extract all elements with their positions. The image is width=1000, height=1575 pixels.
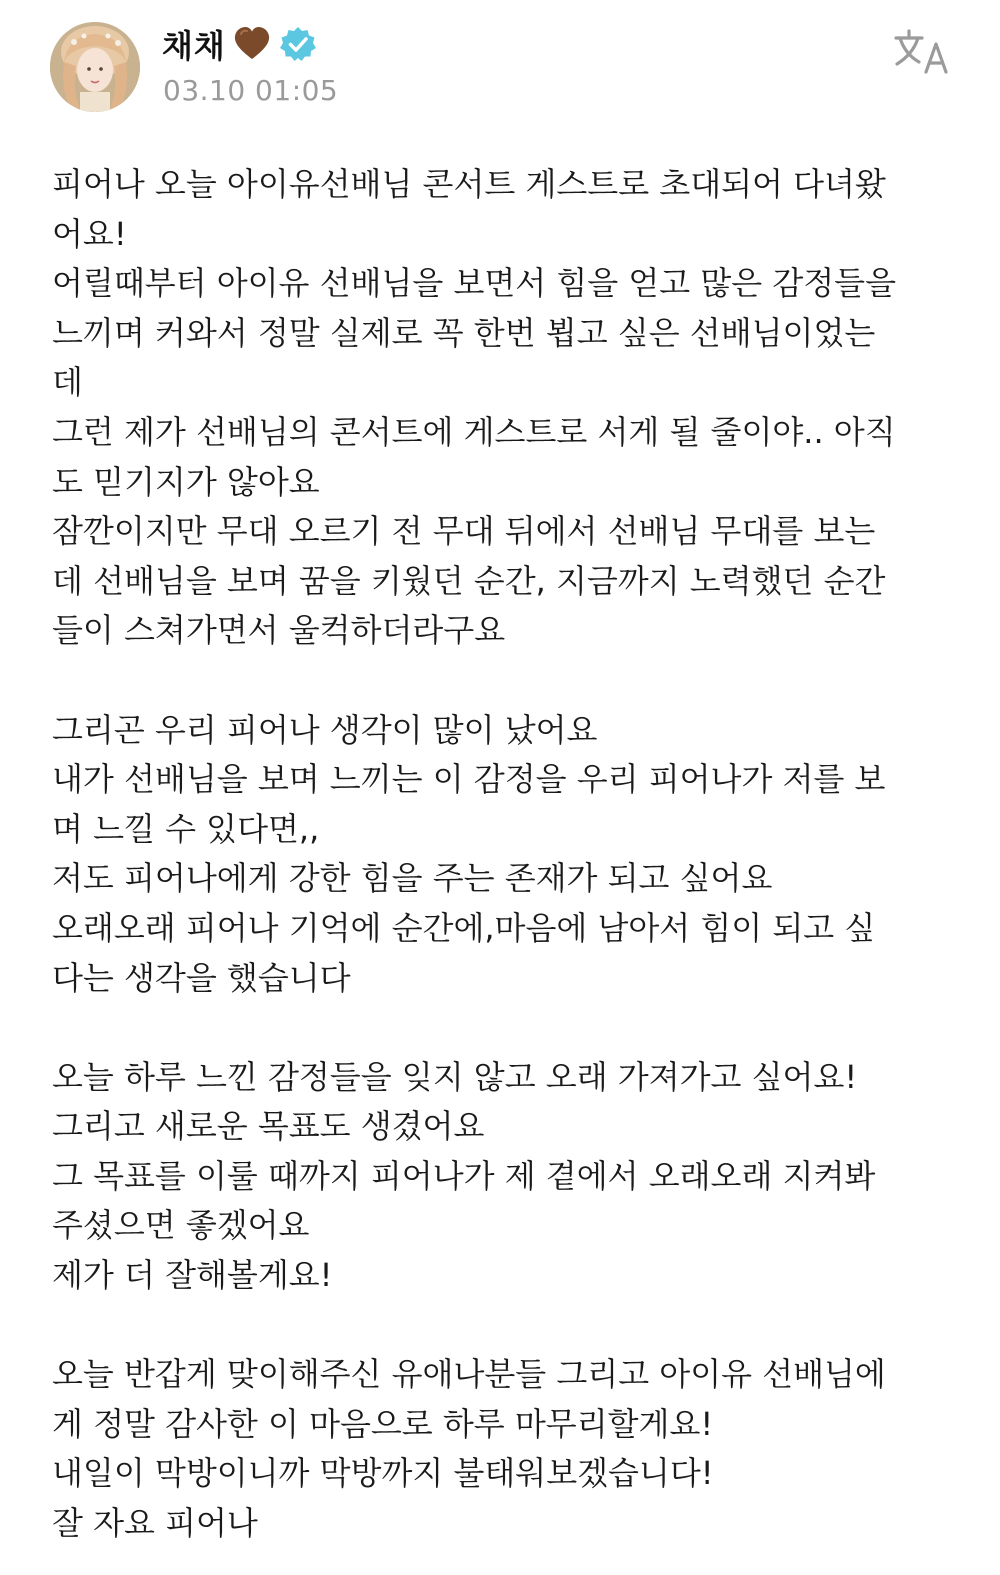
post-text-line: 데 선배님을 보며 꿈을 키웠던 순간, 지금까지 노력했던 순간 [52, 561, 886, 600]
translate-icon [892, 26, 950, 78]
post-text-line: 그런 제가 선배님의 콘서트에 게스트로 서게 될 줄이야.. 아직 [52, 412, 896, 451]
post-timestamp: 03.10 01:05 [163, 74, 339, 107]
post-header [50, 20, 950, 115]
verified-badge-icon [278, 24, 318, 64]
post-text-line: 내가 선배님을 보며 느끼는 이 감정을 우리 피어나가 저를 보 [52, 760, 886, 799]
post-text-line: 느끼며 커와서 정말 실제로 꼭 한번 뵙고 싶은 선배님이었는 [52, 313, 876, 352]
post-text-line: 오늘 반갑게 맞이해주신 유애나분들 그리고 아이유 선배님에 [52, 1355, 886, 1394]
post-text-line: 들이 스쳐가면서 울컥하더라구요 [52, 611, 506, 650]
avatar-photo-icon [50, 22, 140, 112]
avatar[interactable] [50, 22, 140, 112]
paragraph-gap [52, 656, 952, 706]
brown-heart-icon [232, 24, 272, 64]
post-text-line: 주셨으면 좋겠어요 [52, 1206, 310, 1245]
post-text-line: 며 느낄 수 있다면,, [52, 809, 320, 848]
post-text-line: 내일이 막방이니까 막방까지 불태워보겠습니다! [52, 1454, 714, 1493]
post-text-line: 그 목표를 이룰 때까지 피어나가 제 곁에서 오래오래 지켜봐 [52, 1156, 876, 1195]
post-text-line: 게 정말 감사한 이 마음으로 하루 마무리할게요! [52, 1404, 714, 1443]
post-text-line: 어릴때부터 아이유 선배님을 보면서 힘을 얻고 많은 감정들을 [52, 264, 897, 303]
paragraph-gap [52, 1003, 952, 1053]
post-text-line: 어요! [52, 214, 127, 253]
post-text-line: 그리고 새로운 목표도 생겼어요 [52, 1107, 485, 1146]
post-text-line: 저도 피어나에게 강한 힘을 주는 존재가 되고 싶어요 [52, 859, 773, 898]
author-name[interactable]: 채채 [162, 27, 226, 65]
post-text-line: 데 [52, 363, 83, 402]
post-text-line: 잠깐이지만 무대 오르기 전 무대 뒤에서 선배님 무대를 보는 [52, 512, 876, 551]
post-text-line: 오늘 하루 느낀 감정들을 잊지 않고 오래 가져가고 싶어요! [52, 1057, 858, 1096]
author-line [162, 22, 318, 66]
post-text-line: 다는 생각을 했습니다 [52, 958, 351, 997]
post-text-line: 잘 자요 피어나 [52, 1504, 258, 1543]
paragraph-gap [52, 1301, 952, 1351]
post-text-line: 피어나 오늘 아이유선배님 콘서트 게스트로 초대되어 다녀왔 [52, 165, 886, 203]
post-body [52, 160, 952, 1549]
translate-button[interactable] [892, 26, 950, 78]
post-text-line: 그리곤 우리 피어나 생각이 많이 났어요 [52, 710, 598, 749]
post-text-line: 제가 더 잘해볼게요! [52, 1256, 333, 1295]
post-text-line: 오래오래 피어나 기억에 순간에,마음에 남아서 힘이 되고 싶 [52, 908, 876, 947]
post-text-line: 도 믿기지가 않아요 [52, 462, 320, 501]
